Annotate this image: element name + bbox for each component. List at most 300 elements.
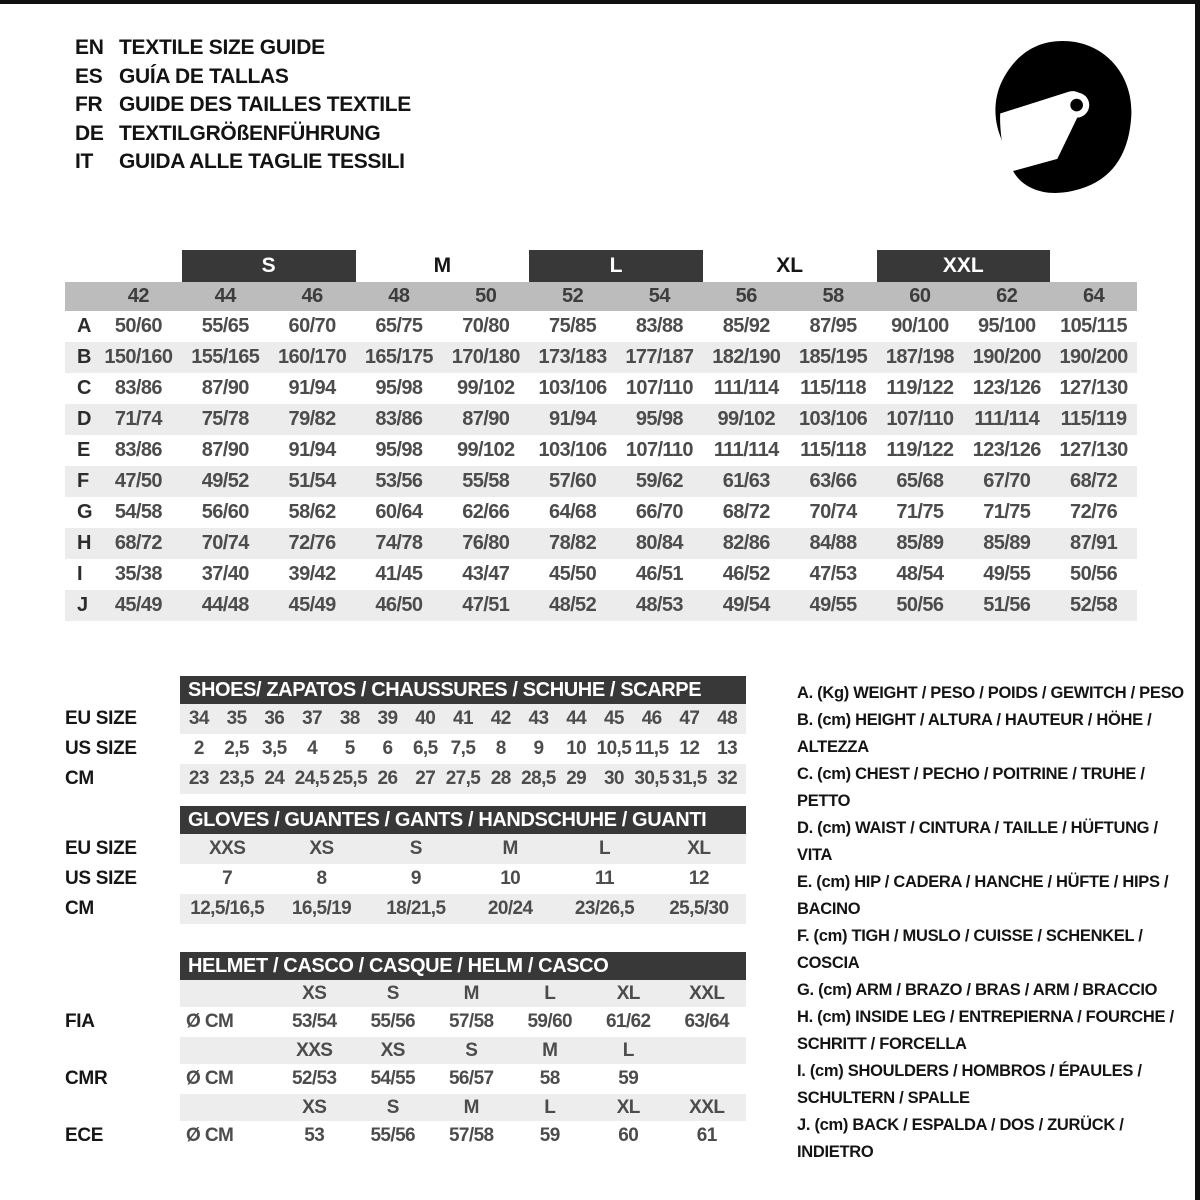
- language-title: TEXTILGRÖßENFÜHRUNG: [119, 121, 381, 145]
- table-cell: 46: [641, 708, 662, 729]
- size-value: 187/198: [885, 346, 954, 368]
- size-value: 47/50: [114, 470, 162, 492]
- language-list: [75, 34, 411, 177]
- table-row: [65, 435, 1137, 466]
- size-value: 72/76: [288, 532, 336, 554]
- helmet-section: [65, 952, 746, 1151]
- size-group-label: L: [529, 250, 703, 282]
- spacer: [65, 250, 95, 282]
- row-letter: A: [77, 315, 92, 337]
- size-value: 103/106: [538, 377, 607, 399]
- row-cells: [180, 1064, 746, 1094]
- size-value: 155/165: [191, 346, 260, 368]
- row-label: [65, 980, 180, 1007]
- table-cell: Ø CM: [186, 1068, 234, 1089]
- size-value: 83/88: [635, 315, 683, 337]
- table-cell: 53: [304, 1125, 325, 1146]
- size-value: 45/50: [549, 563, 597, 585]
- gloves-table: [65, 834, 746, 924]
- table-cell: S: [386, 982, 399, 1004]
- language-title: GUIDE DES TAILLES TEXTILE: [119, 93, 411, 117]
- legend-item: I. (cm) SHOULDERS / HOMBROS / ÉPAULES / SCHULTERN / SPALLE: [797, 1062, 1142, 1107]
- size-value: 87/90: [201, 439, 249, 461]
- table-row: [65, 528, 1137, 559]
- size-value: 59/62: [635, 470, 683, 492]
- table-cell: 43: [528, 708, 549, 729]
- size-number: 48: [388, 285, 410, 307]
- table-cell: S: [465, 1039, 478, 1061]
- table-cell: 57/58: [448, 1125, 494, 1146]
- row-cells: [180, 1094, 746, 1121]
- shoes-table: [65, 704, 746, 794]
- size-value: 50/56: [1070, 563, 1118, 585]
- table-cell: 59/60: [527, 1011, 573, 1032]
- size-value: 68/72: [1070, 470, 1118, 492]
- table-row: [65, 1121, 746, 1151]
- table-cell: 52/53: [291, 1068, 337, 1089]
- gloves-section: [65, 806, 746, 924]
- table-row: [65, 764, 746, 794]
- row-letter: G: [77, 501, 93, 523]
- size-value: 48/54: [896, 563, 944, 585]
- size-value: 85/92: [722, 315, 770, 337]
- table-cell: 11,5: [634, 738, 669, 759]
- table-row: [65, 466, 1137, 497]
- table-cell: XXL: [689, 982, 725, 1004]
- row-label: US SIZE: [65, 868, 137, 889]
- size-value: 71/75: [896, 501, 944, 523]
- table-cell: 29: [566, 768, 587, 789]
- table-row: [65, 404, 1137, 435]
- language-title: TEXTILE SIZE GUIDE: [119, 36, 325, 60]
- size-value: 56/60: [201, 501, 249, 523]
- size-value: 55/58: [462, 470, 510, 492]
- size-value: 85/89: [896, 532, 944, 554]
- table-cell: [180, 1094, 275, 1121]
- table-cell: XS: [302, 1096, 327, 1118]
- table-cell: XXS: [209, 838, 246, 859]
- size-value: 190/200: [1059, 346, 1128, 368]
- row-label: EU SIZE: [65, 838, 137, 859]
- row-letter: F: [77, 470, 90, 492]
- table-cell: 47: [679, 708, 700, 729]
- size-value: 60/70: [288, 315, 336, 337]
- size-value: 103/106: [799, 408, 868, 430]
- size-group-label: XL: [776, 254, 804, 277]
- legend-item: J. (cm) BACK / ESPALDA / DOS / ZURÜCK / INDIETRO: [797, 1116, 1124, 1161]
- size-value: 60/64: [375, 501, 423, 523]
- size-value: 78/82: [549, 532, 597, 554]
- table-cell: 2,5: [224, 738, 249, 759]
- table-cell: Ø CM: [186, 1125, 234, 1146]
- size-value: 70/74: [201, 532, 249, 554]
- table-cell: 27: [415, 768, 436, 789]
- table-cell: 23: [188, 768, 209, 789]
- size-value: 71/75: [983, 501, 1031, 523]
- size-value: 49/54: [722, 594, 770, 616]
- size-number-row: [65, 282, 1137, 311]
- size-value: 79/82: [288, 408, 336, 430]
- table-cell: 31,5: [672, 768, 707, 789]
- row-cells: [180, 894, 746, 924]
- size-value: 95/98: [375, 377, 423, 399]
- table-cell: 37: [302, 708, 323, 729]
- table-cell: L: [598, 838, 610, 859]
- table-cell: 6: [382, 738, 393, 759]
- table-cell: L: [544, 1096, 556, 1118]
- table-cell: 41: [453, 708, 473, 729]
- table-cell: S: [386, 1096, 399, 1118]
- size-value: 115/118: [800, 439, 867, 461]
- table-cell: 57/58: [448, 1011, 494, 1032]
- size-value: 64/68: [549, 501, 597, 523]
- size-group-label: M: [433, 254, 452, 277]
- size-value: 119/122: [886, 439, 954, 461]
- size-number: 56: [735, 285, 757, 307]
- table-cell: M: [463, 982, 479, 1004]
- table-cell: L: [622, 1039, 634, 1061]
- size-value: 76/80: [462, 532, 510, 554]
- table-cell: Ø CM: [186, 1011, 234, 1032]
- language-row: [75, 34, 411, 63]
- size-value: 103/106: [538, 439, 607, 461]
- table-cell: 35: [226, 708, 247, 729]
- size-value: 90/100: [891, 315, 949, 337]
- table-cell: 13: [717, 738, 738, 759]
- size-number: 46: [301, 285, 323, 307]
- table-cell: XS: [309, 838, 334, 859]
- size-value: 99/102: [717, 408, 776, 430]
- table-cell: 12,5/16,5: [190, 898, 265, 919]
- table-cell: 58: [539, 1068, 560, 1089]
- row-letter: C: [77, 377, 92, 399]
- table-cell: 2: [193, 738, 204, 759]
- size-value: 99/102: [456, 439, 515, 461]
- size-value: 53/56: [375, 470, 423, 492]
- size-value: 87/90: [462, 408, 510, 430]
- size-value: 87/91: [1070, 532, 1118, 554]
- size-group-label: XXL: [877, 250, 1051, 282]
- row-cells: [180, 834, 746, 864]
- size-value: 70/74: [809, 501, 857, 523]
- legend-item: D. (cm) WAIST / CINTURA / TAILLE / HÜFTUNG / VITA: [797, 819, 1158, 864]
- size-value: 119/122: [886, 377, 954, 399]
- size-value: 65/68: [896, 470, 944, 492]
- size-value: 50/60: [114, 315, 162, 337]
- table-row: [65, 894, 746, 924]
- size-value: 111/114: [974, 408, 1040, 430]
- size-value: 83/86: [375, 408, 423, 430]
- language-row: [75, 120, 411, 149]
- size-group-row: [65, 250, 1137, 282]
- table-row: [65, 1094, 746, 1121]
- table-row: [65, 559, 1137, 590]
- textile-size-table: [65, 250, 1137, 621]
- table-cell: 32: [717, 768, 738, 789]
- size-value: 47/51: [462, 594, 510, 616]
- size-value: 51/54: [288, 470, 336, 492]
- size-value: 43/47: [462, 563, 510, 585]
- table-cell: L: [544, 982, 556, 1004]
- size-value: 91/94: [288, 439, 336, 461]
- size-value: 39/42: [288, 563, 336, 585]
- size-number: 54: [648, 285, 671, 307]
- table-cell: 25,5: [332, 768, 368, 789]
- table-cell: XS: [302, 982, 327, 1004]
- size-value: 160/170: [278, 346, 347, 368]
- size-value: 185/195: [799, 346, 868, 368]
- table-cell: 18/21,5: [386, 898, 446, 919]
- legend-item: H. (cm) INSIDE LEG / ENTREPIERNA / FOURCHE / SCHRITT / FORCELLA: [797, 1008, 1174, 1053]
- size-value: 51/56: [983, 594, 1031, 616]
- size-value: 84/88: [809, 532, 857, 554]
- table-cell: 27,5: [445, 768, 481, 789]
- row-label: FIA: [65, 1011, 95, 1032]
- size-number: 52: [561, 285, 584, 307]
- table-cell: 3,5: [262, 738, 287, 759]
- table-cell: [180, 980, 275, 1007]
- row-label: [65, 1094, 180, 1121]
- table-cell: 55/56: [370, 1125, 416, 1146]
- table-cell: 7,5: [450, 738, 476, 759]
- size-value: 150/160: [104, 346, 173, 368]
- size-value: 91/94: [549, 408, 597, 430]
- size-value: 68/72: [114, 532, 162, 554]
- size-group-label: [95, 250, 182, 282]
- size-value: 45/49: [288, 594, 336, 616]
- table-cell: 34: [188, 708, 209, 729]
- table-row: [65, 1007, 746, 1037]
- size-value: 111/114: [713, 377, 779, 399]
- table-cell: 59: [539, 1125, 560, 1146]
- size-value: 75/85: [549, 315, 597, 337]
- racing-helmet-icon: [975, 30, 1143, 202]
- shoes-section-title: SHOES/ ZAPATOS / CHAUSSURES / SCHUHE / SCARPE: [180, 676, 746, 704]
- table-cell: 38: [339, 708, 360, 729]
- size-number: 42: [127, 285, 150, 307]
- table-cell: 63/64: [684, 1011, 730, 1032]
- size-value: 35/38: [114, 563, 162, 585]
- table-cell: 9: [410, 868, 421, 889]
- table-cell: M: [463, 1096, 479, 1118]
- size-value: 75/78: [201, 408, 249, 430]
- size-value: 47/53: [809, 563, 857, 585]
- size-value: 57/60: [549, 470, 597, 492]
- size-value: 105/115: [1060, 315, 1128, 337]
- language-code: FR: [75, 93, 103, 117]
- table-cell: S: [409, 838, 422, 859]
- row-cells: [180, 1007, 746, 1037]
- legend-item: F. (cm) TIGH / MUSLO / CUISSE / SCHENKEL / COSCIA: [797, 927, 1143, 972]
- language-row: [75, 91, 411, 120]
- size-value: 61/63: [722, 470, 770, 492]
- table-cell: 54/55: [370, 1068, 416, 1089]
- table-cell: XL: [616, 982, 640, 1004]
- table-cell: 4: [307, 738, 318, 759]
- table-cell: XL: [687, 838, 711, 859]
- table-cell: 40: [415, 708, 436, 729]
- table-row: [65, 497, 1137, 528]
- size-value: 115/118: [800, 377, 867, 399]
- table-cell: 10: [500, 868, 521, 889]
- size-value: 99/102: [456, 377, 515, 399]
- table-cell: 11: [595, 868, 614, 889]
- size-value: 49/52: [201, 470, 249, 492]
- table-cell: 36: [264, 708, 285, 729]
- row-label: EU SIZE: [65, 708, 137, 729]
- size-value: 87/95: [809, 315, 857, 337]
- size-value: 70/80: [462, 315, 510, 337]
- size-value: 107/110: [625, 377, 693, 399]
- table-row: [65, 373, 1137, 404]
- table-cell: 10: [566, 738, 587, 759]
- table-cell: XS: [380, 1039, 405, 1061]
- size-value: 62/66: [462, 501, 510, 523]
- table-cell: 56/57: [448, 1068, 494, 1089]
- table-cell: M: [542, 1039, 558, 1061]
- size-value: 71/74: [114, 408, 162, 430]
- size-value: 58/62: [288, 501, 336, 523]
- table-cell: 30,5: [634, 768, 669, 789]
- row-letter: I: [77, 563, 83, 585]
- table-cell: 8: [495, 738, 506, 759]
- legend-item: E. (cm) HIP / CADERA / HANCHE / HÜFTE / HIPS / BACINO: [797, 873, 1169, 918]
- helmet-table: [65, 980, 746, 1151]
- table-cell: XXL: [689, 1096, 725, 1118]
- size-value: 48/53: [635, 594, 683, 616]
- table-cell: 45: [603, 708, 624, 729]
- size-value: 46/51: [635, 563, 683, 585]
- size-value: 72/76: [1070, 501, 1118, 523]
- size-group-label: [1050, 250, 1137, 282]
- size-value: 46/50: [375, 594, 423, 616]
- table-cell: 24,5: [294, 768, 330, 789]
- size-value: 49/55: [983, 563, 1031, 585]
- language-code: EN: [75, 36, 104, 60]
- table-cell: 16,5/19: [291, 898, 352, 919]
- size-value: 95/98: [375, 439, 423, 461]
- table-row: [65, 704, 746, 734]
- legend-item: A. (Kg) WEIGHT / PESO / POIDS / GEWITCH / PESO: [797, 684, 1184, 702]
- size-number: 60: [909, 285, 931, 307]
- size-value: 95/100: [977, 315, 1036, 337]
- size-value: 190/200: [972, 346, 1041, 368]
- table-row: [65, 311, 1137, 342]
- size-value: 41/45: [375, 563, 423, 585]
- size-value: 85/89: [983, 532, 1031, 554]
- row-cells: [180, 704, 746, 734]
- size-value: 65/75: [375, 315, 423, 337]
- size-number: 44: [214, 285, 236, 307]
- size-value: 111/114: [713, 439, 779, 461]
- table-cell: 25,5/30: [669, 898, 729, 919]
- shoes-section: [65, 676, 746, 794]
- table-cell: 61/62: [605, 1011, 651, 1032]
- size-number: 58: [822, 285, 844, 307]
- row-label: US SIZE: [65, 738, 137, 759]
- table-row: [65, 1064, 746, 1094]
- size-group-label: S: [182, 250, 356, 282]
- size-value: 83/86: [114, 377, 162, 399]
- table-cell: 44: [566, 708, 587, 729]
- size-value: 49/55: [809, 594, 857, 616]
- table-cell: 55/56: [370, 1011, 416, 1032]
- size-number: 50: [475, 285, 497, 307]
- table-cell: 12: [688, 868, 709, 889]
- table-cell: XL: [616, 1096, 640, 1118]
- language-code: DE: [75, 121, 104, 145]
- size-value: 54/58: [114, 501, 162, 523]
- table-cell: 6,5: [412, 738, 438, 759]
- row-letter: D: [77, 408, 92, 430]
- size-value: 170/180: [451, 346, 520, 368]
- row-letter: H: [77, 532, 92, 554]
- size-value: 67/70: [983, 470, 1031, 492]
- legend-item: G. (cm) ARM / BRAZO / BRAS / ARM / BRACCIO: [797, 981, 1158, 999]
- size-value: 55/65: [201, 315, 249, 337]
- table-row: [65, 1037, 746, 1064]
- row-letter: J: [77, 594, 89, 616]
- size-value: 68/72: [722, 501, 770, 523]
- helmet-section-title: HELMET / CASCO / CASQUE / HELM / CASCO: [180, 952, 746, 980]
- table-cell: 60: [618, 1125, 639, 1146]
- size-value: 107/110: [886, 408, 954, 430]
- table-cell: 12: [679, 738, 700, 759]
- measurement-legend: [797, 680, 1197, 1166]
- row-letter: E: [77, 439, 91, 461]
- table-cell: 39: [377, 708, 398, 729]
- language-title: GUIDA ALLE TAGLIE TESSILI: [119, 150, 405, 174]
- table-cell: 28,5: [521, 768, 556, 789]
- size-value: 45/49: [114, 594, 162, 616]
- table-cell: M: [502, 838, 518, 859]
- table-row: [65, 342, 1137, 373]
- table-cell: 20/24: [487, 898, 533, 919]
- language-row: [75, 63, 411, 92]
- size-value: 44/48: [201, 594, 249, 616]
- table-row: [65, 980, 746, 1007]
- table-cell: [668, 1064, 747, 1094]
- size-value: 37/40: [201, 563, 249, 585]
- size-value: 52/58: [1070, 594, 1118, 616]
- row-cells: [180, 764, 746, 794]
- legend-item: C. (cm) CHEST / PECHO / POITRINE / TRUHE / PETTO: [797, 765, 1145, 810]
- table-row: [65, 590, 1137, 621]
- size-value: 50/56: [896, 594, 944, 616]
- table-cell: 53/54: [291, 1011, 337, 1032]
- size-value: 46/52: [722, 563, 770, 585]
- size-value: 95/98: [635, 408, 683, 430]
- row-label: CM: [65, 768, 94, 789]
- table-cell: 10,5: [596, 738, 632, 759]
- size-value: 123/126: [972, 377, 1041, 399]
- size-value: 48/52: [549, 594, 597, 616]
- row-label: [65, 1037, 180, 1064]
- size-value: 91/94: [288, 377, 336, 399]
- table-cell: 48: [717, 708, 738, 729]
- table-cell: [180, 1037, 275, 1064]
- size-value: 82/86: [722, 532, 770, 554]
- size-value: 177/187: [625, 346, 694, 368]
- row-letter: B: [77, 346, 92, 368]
- size-value: 63/66: [809, 470, 857, 492]
- size-value: 115/119: [1060, 408, 1127, 430]
- table-cell: 26: [377, 768, 398, 789]
- table-cell: 24: [264, 768, 285, 789]
- spacer: [65, 282, 95, 311]
- size-number: 62: [996, 285, 1018, 307]
- legend-item: B. (cm) HEIGHT / ALTURA / HAUTEUR / HÖHE / ALTEZZA: [797, 711, 1152, 756]
